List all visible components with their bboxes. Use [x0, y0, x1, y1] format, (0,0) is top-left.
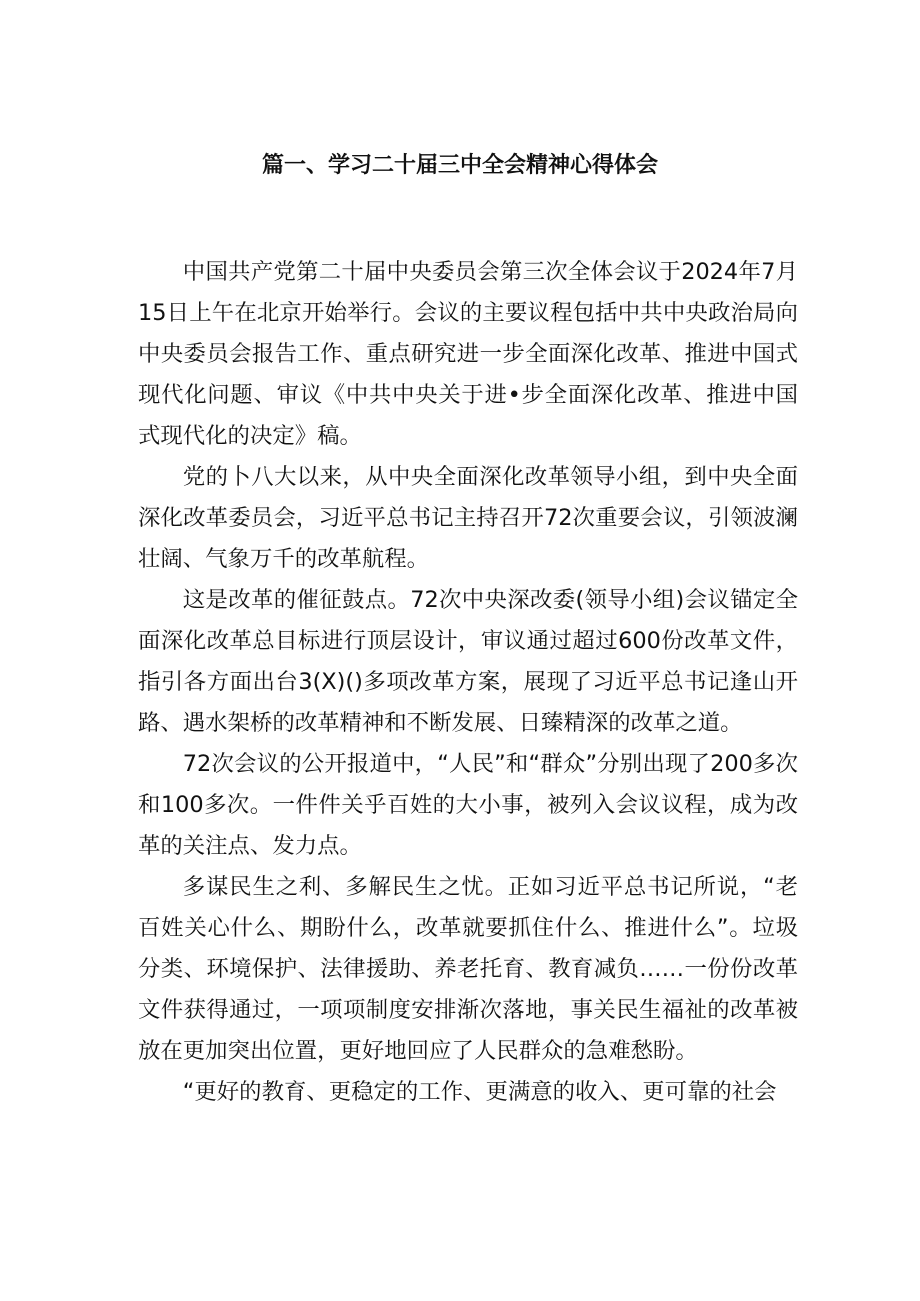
paragraph-reform-meetings: 党的卜八大以来，从中央全面深化改革领导小组，到中央全面深化改革委员会，习近平总书记主持召开72次重要会议，引领波澜壮阔、气象万千的改革航程。 — [138, 464, 798, 572]
paragraph-reform-drumbeat: 这是改革的催征鼓点。72次中央深改委(领导小组)会议锚定全面深化改革总目标进行顶层设计，审议通过超过600份改革文件，指引各方面出台3(X)()多项改革方案，展现了习近平总书记逢山开路、遇水架桥的改革精神和不断发展、日臻精深的改革之道。 — [138, 587, 798, 736]
paragraph-better-life: “更好的教育、更稳定的工作、更满意的收入、更可靠的社会 — [182, 1079, 777, 1105]
paragraph-plenum-intro: 中国共产党第二十届中央委员会第三次全体会议于2024年7月15日上午在北京开始举行。会议的主要议程包括中共中央政治局向中央委员会报告工作、重点研究进一步全面深化改革、推进中国式现代化问题、审议《中共中央关于进•步全面深化改革、推进中国式现代化的决定》稿。 — [138, 259, 798, 449]
document-body — [138, 252, 798, 1113]
document-title: 篇一、学习二十届三中全会精神心得体会 — [261, 153, 658, 178]
paragraph-people-focus: 72次会议的公开报道中，“人民”和“群众”分别出现了200多次和100多次。一件件关乎百姓的大小事，被列入会议议程，成为改革的关注点、发力点。 — [138, 751, 798, 859]
paragraph-livelihood: 多谋民生之利、多解民生之忧。正如习近平总书记所说，“老百姓关心什么、期盼什么，改革就要抓住什么、推进什么”。垃圾分类、环境保护、法律援助、养老托育、教育减负……一份份改革文件获得通过，一项项制度安排渐次落地，事关民生福祉的改革被放在更加突出位置，更好地回应了人民群众的急难愁盼。 — [138, 874, 798, 1064]
